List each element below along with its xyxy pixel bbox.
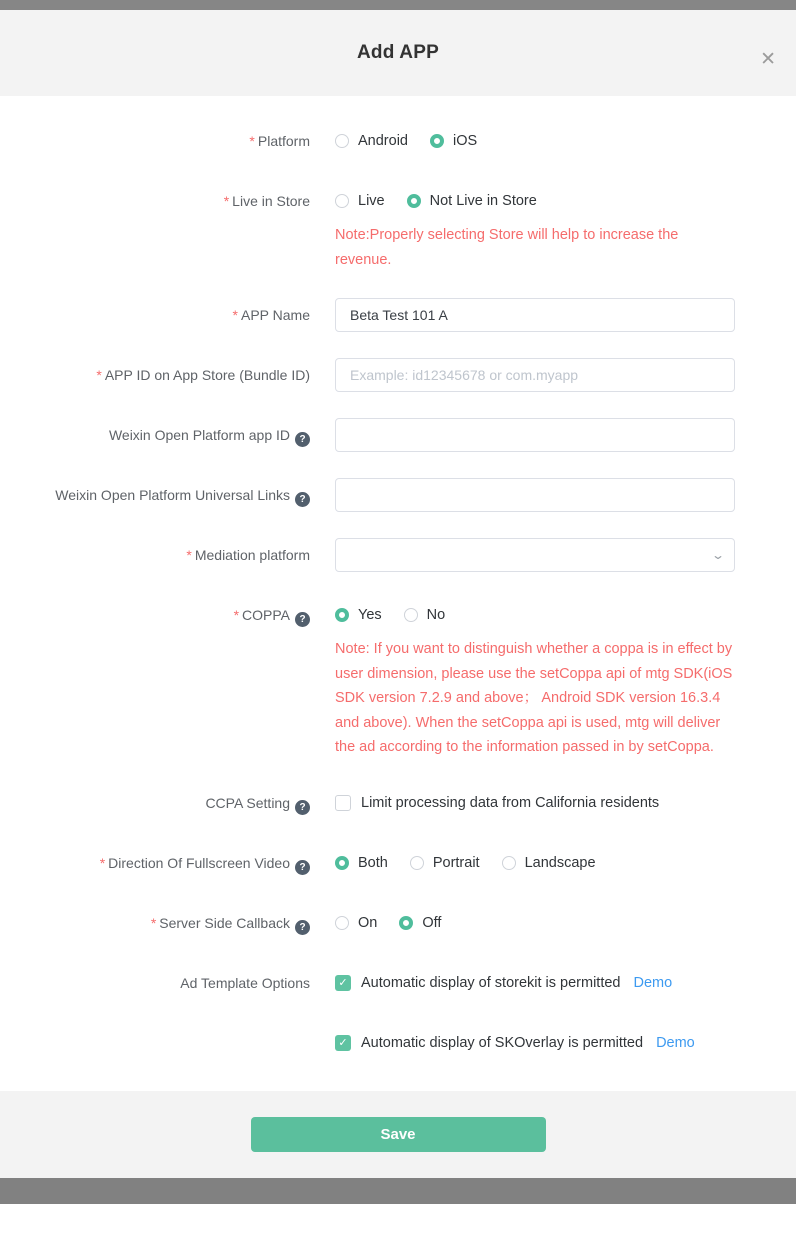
radio-icon [502,856,516,870]
store-note: Note:Properly selecting Store will help to increase the revenue. [335,227,679,268]
radio-icon [335,134,349,148]
weixin-app-id-label: Weixin Open Platform app ID ? [0,418,310,452]
help-icon[interactable]: ? [295,612,310,627]
direction-label: * Direction Of Fullscreen Video ? [0,846,310,880]
radio-icon [335,916,349,930]
row-platform [0,124,796,158]
skoverlay-checkbox[interactable]: ✓ Automatic display of SKOverlay is permitted [335,1035,643,1051]
help-icon[interactable]: ? [295,800,310,815]
radio-icon [404,608,418,622]
server-callback-label: * Server Side Callback ? [0,906,310,940]
radio-landscape[interactable]: Landscape [502,855,596,871]
radio-selected-icon [335,608,349,622]
required-mark: * [99,854,106,871]
live-in-store-label: * Live in Store [223,193,310,209]
required-mark: * [150,914,157,931]
row-weixin-universal-links [0,478,796,512]
required-mark: * [233,607,240,623]
weixin-universal-links-input[interactable] [335,478,735,512]
radio-on[interactable]: On [335,915,377,931]
skoverlay-demo-link[interactable]: Demo [656,1034,695,1051]
row-live-in-store [0,184,796,272]
radio-ios[interactable]: iOS [430,133,477,149]
weixin-app-id-input[interactable] [335,418,735,452]
row-ccpa [0,786,796,820]
radio-android[interactable]: Android [335,133,408,149]
radio-not-live[interactable]: Not Live in Store [407,193,537,209]
chevron-down-icon: ⌄ [710,548,726,562]
checkbox-checked-icon: ✓ [335,1035,351,1051]
save-button[interactable]: Save [251,1117,546,1152]
radio-selected-icon [430,134,444,148]
storekit-demo-link[interactable]: Demo [633,974,673,991]
radio-coppa-no[interactable]: No [404,607,446,623]
modal-title: Add APP [357,42,439,63]
row-ad-template-storekit [0,966,796,1000]
app-name-input[interactable] [335,298,735,332]
modal-footer [0,1091,796,1178]
checkbox-unchecked-icon [335,795,351,811]
radio-selected-icon [335,856,349,870]
help-icon[interactable]: ? [295,492,310,507]
row-weixin-app-id [0,418,796,452]
coppa-label: * COPPA ? [0,598,310,760]
row-mediation-platform [0,538,796,572]
row-app-id [0,358,796,392]
radio-icon [410,856,424,870]
live-in-store-radio-group [335,184,737,218]
direction-radio-group [335,846,596,880]
radio-icon [335,194,349,208]
radio-selected-icon [407,194,421,208]
platform-label: * Platform [249,133,310,149]
mediation-platform-select[interactable] [335,538,735,572]
close-icon[interactable]: ✕ [760,49,776,70]
weixin-universal-links-label: Weixin Open Platform Universal Links ? [0,478,310,512]
radio-portrait[interactable]: Portrait [410,855,480,871]
row-ad-template-skoverlay [0,1026,796,1060]
radio-both[interactable]: Both [335,855,388,871]
mediation-platform-label: * Mediation platform [186,547,310,563]
row-coppa [0,598,796,760]
radio-coppa-yes[interactable]: Yes [335,607,382,623]
radio-off[interactable]: Off [399,915,441,931]
required-mark: * [96,367,102,383]
help-icon[interactable]: ? [295,920,310,935]
required-mark: * [186,547,192,563]
coppa-note: Note: If you want to distinguish whether a coppa is in effect by user dimension, please use the setCoppa api of mtg SDK(iOS SDK version 7.2.9 and above； Android SDK version 16.3.4 and above). When the setCoppa api is used, mtg will deliver the ad according to the information passed in by setCoppa. [335,641,733,755]
page-overlay-top [0,0,796,10]
radio-selected-icon [399,916,413,930]
required-mark: * [232,307,238,323]
add-app-modal [0,10,796,1178]
help-icon[interactable]: ? [295,860,310,875]
modal-body [0,96,796,1091]
radio-live[interactable]: Live [335,193,385,209]
required-mark: * [223,193,230,209]
ccpa-checkbox[interactable]: Limit processing data from California residents [335,795,659,811]
help-icon[interactable]: ? [295,432,310,447]
platform-radio-group [335,124,477,158]
coppa-radio-group [335,598,737,632]
checkbox-checked-icon: ✓ [335,975,351,991]
ad-template-options-label: Ad Template Options [180,974,310,991]
server-callback-radio-group [335,906,441,940]
app-id-input[interactable] [335,358,735,392]
required-mark: * [249,133,255,149]
app-name-label: * APP Name [232,307,310,323]
row-direction [0,846,796,880]
row-app-name [0,298,796,332]
modal-header [0,10,796,96]
storekit-checkbox[interactable]: ✓ Automatic display of storekit is permitted [335,975,621,991]
page-overlay-bottom [0,1178,796,1204]
row-server-callback [0,906,796,940]
app-id-label: * APP ID on App Store (Bundle ID) [96,367,310,383]
ccpa-label: CCPA Setting ? [0,786,310,820]
